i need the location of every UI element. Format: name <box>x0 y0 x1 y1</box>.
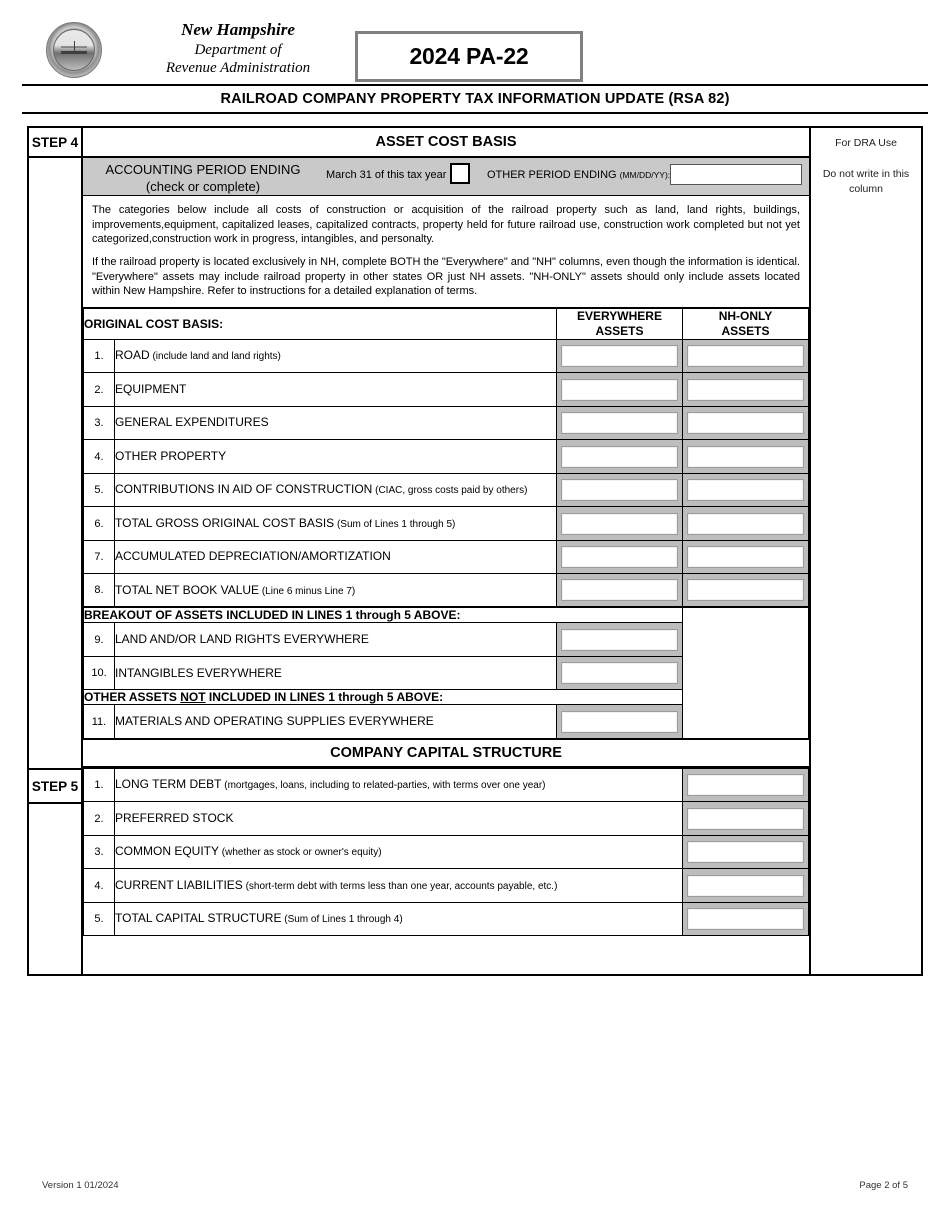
row-description <box>115 869 683 903</box>
row-detail: (whether as stock or owner's equity) <box>219 847 382 859</box>
row-number: 1. <box>84 768 115 802</box>
accounting-period-label-line2: (check or complete) <box>145 178 261 194</box>
dra-use-column <box>809 128 921 974</box>
row-description <box>115 540 557 574</box>
nh-cell <box>683 574 809 608</box>
row-label: ACCUMULATED DEPRECIATION/AMORTIZATION <box>115 549 391 564</box>
row-detail: (Sum of Lines 1 through 5) <box>334 518 456 530</box>
row-description <box>115 768 683 802</box>
seal-inner <box>53 29 95 71</box>
col-everywhere-line1: EVERYWHERE <box>577 308 662 323</box>
page-header <box>0 0 950 82</box>
row-number: 7. <box>84 540 115 574</box>
row-number: 3. <box>84 835 115 869</box>
agency-line-3: Revenue Administration <box>165 60 311 77</box>
amount-input[interactable] <box>687 875 804 897</box>
accounting-period-label <box>93 162 313 196</box>
row-number: 1. <box>84 339 115 373</box>
nh-cell <box>683 507 809 541</box>
capital-structure-table <box>83 768 809 937</box>
everywhere-input[interactable] <box>561 479 678 501</box>
row-description <box>115 339 557 373</box>
amount-input[interactable] <box>687 841 804 863</box>
row-description <box>115 902 683 936</box>
everywhere-input[interactable] <box>561 662 678 684</box>
everywhere-input[interactable] <box>561 711 678 733</box>
row-number: 3. <box>84 406 115 440</box>
march-31-label: March 31 of this tax year <box>326 169 447 181</box>
row-detail: (mortgages, loans, including to related-parties, with terms over one year) <box>221 780 546 792</box>
form-code-label: 2024 PA-22 <box>409 43 529 69</box>
amount-cell <box>683 768 809 802</box>
nh-cell <box>683 339 809 373</box>
state-seal-icon <box>46 22 102 78</box>
other-period-text: OTHER PERIOD ENDING <box>487 169 617 181</box>
everywhere-cell <box>557 406 683 440</box>
everywhere-input[interactable] <box>561 345 678 367</box>
amount-input[interactable] <box>687 808 804 830</box>
table-row <box>84 339 809 373</box>
everywhere-input[interactable] <box>561 629 678 651</box>
row-number: 2. <box>84 802 115 836</box>
nh-cell <box>683 440 809 474</box>
row-number: 11. <box>84 705 115 739</box>
row-detail: (include land and land rights) <box>149 351 281 363</box>
row-detail: (Sum of Lines 1 through 4) <box>281 914 403 926</box>
march-31-checkbox[interactable] <box>450 163 470 184</box>
everywhere-input[interactable] <box>561 379 678 401</box>
asset-cost-basis-table <box>83 308 809 739</box>
row-description <box>115 440 557 474</box>
nh-input[interactable] <box>687 345 804 367</box>
everywhere-cell <box>557 473 683 507</box>
other-period-format: (MM/DD/YY): <box>619 170 671 180</box>
table-row <box>84 406 809 440</box>
row-label: GENERAL EXPENDITURES <box>115 415 269 430</box>
amount-cell <box>683 869 809 903</box>
row-label: TOTAL CAPITAL STRUCTURE <box>115 911 282 926</box>
row-description <box>115 507 557 541</box>
other-assets-header-not: NOT <box>180 690 206 705</box>
everywhere-input[interactable] <box>561 579 678 601</box>
accounting-period-label-line1: ACCOUNTING PERIOD ENDING <box>105 162 301 177</box>
everywhere-cell <box>557 574 683 608</box>
amount-cell <box>683 835 809 869</box>
row-description <box>115 802 683 836</box>
col-everywhere-header <box>557 308 683 339</box>
step-5-spacer <box>29 804 81 974</box>
agency-line-2: Department of <box>194 41 282 58</box>
everywhere-cell <box>557 623 683 657</box>
nh-input[interactable] <box>687 546 804 568</box>
step-column <box>29 128 83 974</box>
row-description: MATERIALS AND OPERATING SUPPLIES EVERYWHERE <box>115 705 557 739</box>
table-row <box>84 902 809 936</box>
instructions-paragraph-1: The categories below include all costs of construction or acquisition of the railroad property such as land, land rights, buildings, improvements,equipment, capitalized leases, capitalized contracts, property held for future railroad use, construction work completed but not yet categorized,construction work in progress, intangibles, and personalty. <box>92 204 800 246</box>
everywhere-cell <box>557 373 683 407</box>
row-description <box>115 473 557 507</box>
row-label: CURRENT LIABILITIES <box>115 877 243 892</box>
row-description <box>115 373 557 407</box>
amount-input[interactable] <box>687 774 804 796</box>
row-label: TOTAL GROSS ORIGINAL COST BASIS <box>115 515 335 530</box>
step-5-label: STEP 5 <box>29 768 81 804</box>
footer-page-number: Page 2 of 5 <box>859 1180 908 1191</box>
everywhere-input[interactable] <box>561 446 678 468</box>
nh-cell <box>683 540 809 574</box>
table-row <box>84 373 809 407</box>
nh-input[interactable] <box>687 579 804 601</box>
table-header-row <box>84 308 809 339</box>
row-description <box>115 406 557 440</box>
amount-cell <box>683 802 809 836</box>
row-description: INTANGIBLES EVERYWHERE <box>115 656 557 690</box>
table-row <box>84 802 809 836</box>
everywhere-cell <box>557 507 683 541</box>
nh-cell <box>683 406 809 440</box>
original-cost-basis-header: ORIGINAL COST BASIS: <box>84 308 557 339</box>
form-table <box>27 126 923 976</box>
nh-input[interactable] <box>687 412 804 434</box>
col-nh-line1: NH-ONLY <box>718 308 773 323</box>
section-title-step5: COMPANY CAPITAL STRUCTURE <box>83 738 809 768</box>
row-label: OTHER PROPERTY <box>115 448 227 463</box>
row-number: 5. <box>84 902 115 936</box>
row-number: 6. <box>84 507 115 541</box>
table-row <box>84 574 809 608</box>
row-number: 5. <box>84 473 115 507</box>
agency-line-1: New Hampshire <box>181 20 295 39</box>
nh-input[interactable] <box>687 513 804 535</box>
row-detail: (CIAC, gross costs paid by others) <box>372 485 528 497</box>
table-row <box>84 440 809 474</box>
nh-input[interactable] <box>687 446 804 468</box>
col-everywhere-line2: ASSETS <box>595 323 644 338</box>
row-detail: (Line 6 minus Line 7) <box>259 585 356 597</box>
table-row <box>84 540 809 574</box>
col-nh-line2: ASSETS <box>721 323 770 338</box>
row-label: ROAD <box>115 348 150 363</box>
everywhere-cell <box>557 705 683 739</box>
row-number: 8. <box>84 574 115 608</box>
other-assets-header <box>84 690 683 705</box>
step-4-label: STEP 4 <box>29 128 81 158</box>
row-description <box>115 835 683 869</box>
table-row <box>84 835 809 869</box>
everywhere-input[interactable] <box>561 546 678 568</box>
col-nh-header <box>683 308 809 339</box>
seal-ship <box>61 39 87 57</box>
other-assets-header-a: OTHER ASSETS <box>84 690 181 705</box>
step-4-spacer <box>29 158 81 770</box>
agency-name <box>128 20 348 77</box>
row-number: 4. <box>84 440 115 474</box>
everywhere-input[interactable] <box>561 412 678 434</box>
form-body-column <box>83 128 809 974</box>
table-row <box>84 507 809 541</box>
table-row <box>84 768 809 802</box>
row-description <box>115 574 557 608</box>
row-number: 10. <box>84 656 115 690</box>
form-banner-title: RAILROAD COMPANY PROPERTY TAX INFORMATION UPDATE (RSA 82) <box>220 91 730 107</box>
table-row <box>84 473 809 507</box>
row-label: CONTRIBUTIONS IN AID OF CONSTRUCTION <box>115 482 373 497</box>
row-number: 9. <box>84 623 115 657</box>
row-detail: (short-term debt with terms less than one year, accounts payable, etc.) <box>242 880 558 892</box>
everywhere-cell <box>557 540 683 574</box>
breakout-header: BREAKOUT OF ASSETS INCLUDED IN LINES 1 through 5 ABOVE: <box>84 607 683 623</box>
row-label: COMMON EQUITY <box>115 844 219 859</box>
page-footer <box>42 1180 908 1191</box>
amount-input[interactable] <box>687 908 804 930</box>
row-label: TOTAL NET BOOK VALUE <box>115 582 260 597</box>
dra-use-label: For DRA Use <box>835 137 897 149</box>
instructions-block <box>83 196 809 308</box>
breakout-header-row <box>84 607 809 623</box>
row-label: LONG TERM DEBT <box>115 777 222 792</box>
header-rule-top <box>22 84 928 86</box>
table-row <box>84 869 809 903</box>
other-period-label <box>487 169 670 181</box>
dra-warning-label: Do not write in this column <box>822 168 910 196</box>
everywhere-cell <box>557 656 683 690</box>
amount-cell <box>683 902 809 936</box>
section-title-step4: ASSET COST BASIS <box>83 128 809 158</box>
everywhere-input[interactable] <box>561 513 678 535</box>
header-rule-bottom <box>22 112 928 114</box>
nh-input[interactable] <box>687 479 804 501</box>
nh-cell <box>683 373 809 407</box>
breakout-empty-cell <box>683 607 809 738</box>
form-code-box <box>355 31 583 82</box>
row-number: 2. <box>84 373 115 407</box>
other-assets-header-b: INCLUDED IN LINES 1 through 5 ABOVE: <box>205 690 444 705</box>
row-label: PREFERRED STOCK <box>115 810 234 825</box>
row-label: EQUIPMENT <box>115 381 187 396</box>
accounting-period-row <box>83 158 809 196</box>
nh-cell <box>683 473 809 507</box>
row-number: 4. <box>84 869 115 903</box>
instructions-paragraph-2: If the railroad property is located exclusively in NH, complete BOTH the "Everywhere" and "NH" columns, even though the information is identical. "Everywhere" assets may include railroad property in other states OR just NH assets. "NH-ONLY" assets should only include assets located within New Hampshire. Refer to instructions for a detailed explanation of terms. <box>92 255 800 298</box>
everywhere-cell <box>557 440 683 474</box>
row-description: LAND AND/OR LAND RIGHTS EVERYWHERE <box>115 623 557 657</box>
everywhere-cell <box>557 339 683 373</box>
footer-version: Version 1 01/2024 <box>42 1180 119 1191</box>
nh-input[interactable] <box>687 379 804 401</box>
other-period-input[interactable] <box>670 164 802 185</box>
